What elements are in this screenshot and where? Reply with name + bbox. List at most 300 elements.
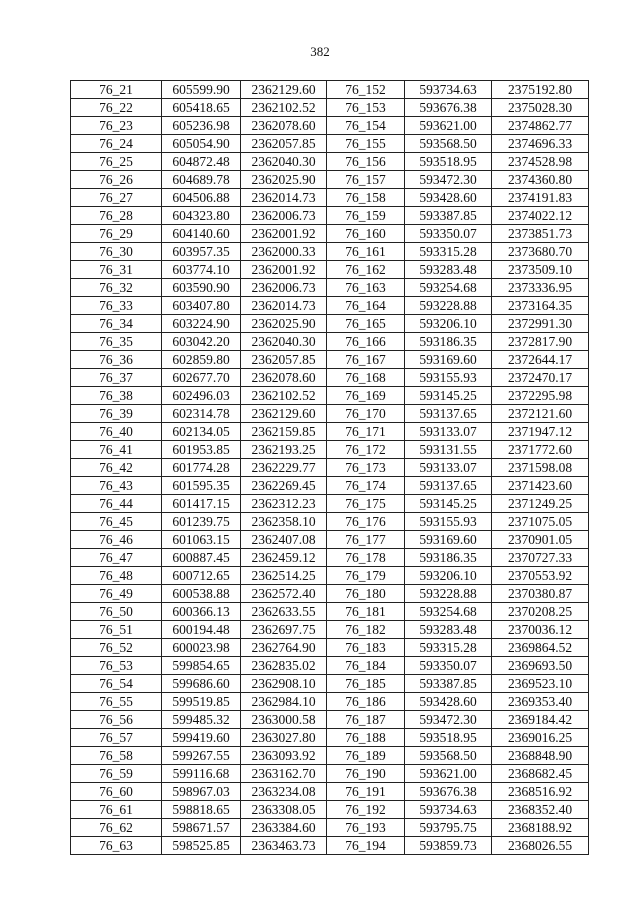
y-right-cell: 2375192.80: [492, 81, 589, 99]
table-row: [71, 207, 589, 225]
point-id-right-cell: 76_168: [327, 369, 405, 387]
y-right-cell: 2369523.10: [492, 675, 589, 693]
y-right-cell: 2374862.77: [492, 117, 589, 135]
table-row: [71, 405, 589, 423]
point-id-right-cell: 76_175: [327, 495, 405, 513]
point-id-right-cell: 76_163: [327, 279, 405, 297]
point-id-left-cell: 76_56: [71, 711, 162, 729]
y-right-cell: 2368352.40: [492, 801, 589, 819]
x-left-cell: 604323.80: [162, 207, 241, 225]
point-id-left-cell: 76_25: [71, 153, 162, 171]
point-id-right-cell: 76_190: [327, 765, 405, 783]
y-right-cell: 2371772.60: [492, 441, 589, 459]
y-right-cell: 2373680.70: [492, 243, 589, 261]
y-left-cell: 2362057.85: [241, 351, 327, 369]
y-left-cell: 2362572.40: [241, 585, 327, 603]
y-right-cell: 2370208.25: [492, 603, 589, 621]
table-row: [71, 513, 589, 531]
x-right-cell: 593228.88: [405, 297, 492, 315]
y-left-cell: 2363093.92: [241, 747, 327, 765]
x-right-cell: 593169.60: [405, 351, 492, 369]
point-id-right-cell: 76_187: [327, 711, 405, 729]
x-left-cell: 600712.65: [162, 567, 241, 585]
x-right-cell: 593387.85: [405, 675, 492, 693]
point-id-left-cell: 76_38: [71, 387, 162, 405]
y-right-cell: 2368188.92: [492, 819, 589, 837]
x-left-cell: 604689.78: [162, 171, 241, 189]
y-left-cell: 2362025.90: [241, 171, 327, 189]
x-right-cell: 593186.35: [405, 333, 492, 351]
table-row: [71, 549, 589, 567]
table-row: [71, 279, 589, 297]
x-right-cell: 593137.65: [405, 477, 492, 495]
table-row: [71, 423, 589, 441]
y-left-cell: 2362514.25: [241, 567, 327, 585]
y-left-cell: 2362001.92: [241, 261, 327, 279]
table-row: [71, 387, 589, 405]
point-id-left-cell: 76_52: [71, 639, 162, 657]
table-row: [71, 819, 589, 837]
y-right-cell: 2373509.10: [492, 261, 589, 279]
y-left-cell: 2362129.60: [241, 81, 327, 99]
point-id-right-cell: 76_188: [327, 729, 405, 747]
point-id-left-cell: 76_34: [71, 315, 162, 333]
point-id-right-cell: 76_165: [327, 315, 405, 333]
table-row: [71, 477, 589, 495]
x-right-cell: 593518.95: [405, 729, 492, 747]
x-right-cell: 593133.07: [405, 423, 492, 441]
y-right-cell: 2374022.12: [492, 207, 589, 225]
point-id-right-cell: 76_167: [327, 351, 405, 369]
y-left-cell: 2362908.10: [241, 675, 327, 693]
y-left-cell: 2363234.08: [241, 783, 327, 801]
y-left-cell: 2363162.70: [241, 765, 327, 783]
point-id-right-cell: 76_193: [327, 819, 405, 837]
y-right-cell: 2372470.17: [492, 369, 589, 387]
x-right-cell: 593795.75: [405, 819, 492, 837]
y-right-cell: 2370553.92: [492, 567, 589, 585]
point-id-right-cell: 76_189: [327, 747, 405, 765]
x-left-cell: 598671.57: [162, 819, 241, 837]
coordinate-table: [70, 80, 589, 855]
point-id-right-cell: 76_194: [327, 837, 405, 855]
x-right-cell: 593734.63: [405, 81, 492, 99]
y-left-cell: 2362014.73: [241, 189, 327, 207]
y-right-cell: 2371947.12: [492, 423, 589, 441]
x-left-cell: 603407.80: [162, 297, 241, 315]
point-id-left-cell: 76_50: [71, 603, 162, 621]
point-id-left-cell: 76_26: [71, 171, 162, 189]
x-right-cell: 593228.88: [405, 585, 492, 603]
y-left-cell: 2362159.85: [241, 423, 327, 441]
y-left-cell: 2363000.58: [241, 711, 327, 729]
table-row: [71, 711, 589, 729]
x-right-cell: 593676.38: [405, 99, 492, 117]
point-id-left-cell: 76_44: [71, 495, 162, 513]
y-right-cell: 2372644.17: [492, 351, 589, 369]
x-right-cell: 593155.93: [405, 369, 492, 387]
point-id-right-cell: 76_174: [327, 477, 405, 495]
x-right-cell: 593472.30: [405, 171, 492, 189]
page-number: 382: [310, 44, 330, 59]
table-row: [71, 495, 589, 513]
table-row: [71, 837, 589, 855]
table-row: [71, 765, 589, 783]
y-left-cell: 2362229.77: [241, 459, 327, 477]
table-row: [71, 171, 589, 189]
x-left-cell: 603224.90: [162, 315, 241, 333]
y-right-cell: 2373336.95: [492, 279, 589, 297]
x-left-cell: 604506.88: [162, 189, 241, 207]
x-left-cell: 605054.90: [162, 135, 241, 153]
y-left-cell: 2363027.80: [241, 729, 327, 747]
table-row: [71, 297, 589, 315]
x-left-cell: 601774.28: [162, 459, 241, 477]
x-right-cell: 593283.48: [405, 621, 492, 639]
x-left-cell: 605599.90: [162, 81, 241, 99]
table-row: [71, 801, 589, 819]
table-row: [71, 783, 589, 801]
table-row: [71, 747, 589, 765]
x-left-cell: 599419.60: [162, 729, 241, 747]
point-id-left-cell: 76_28: [71, 207, 162, 225]
point-id-right-cell: 76_177: [327, 531, 405, 549]
point-id-right-cell: 76_166: [327, 333, 405, 351]
table-row: [71, 81, 589, 99]
y-left-cell: 2362078.60: [241, 369, 327, 387]
y-left-cell: 2362040.30: [241, 333, 327, 351]
point-id-left-cell: 76_21: [71, 81, 162, 99]
point-id-right-cell: 76_171: [327, 423, 405, 441]
y-left-cell: 2362764.90: [241, 639, 327, 657]
x-left-cell: 602496.03: [162, 387, 241, 405]
y-right-cell: 2369693.50: [492, 657, 589, 675]
point-id-right-cell: 76_169: [327, 387, 405, 405]
point-id-left-cell: 76_46: [71, 531, 162, 549]
x-left-cell: 602859.80: [162, 351, 241, 369]
x-right-cell: 593315.28: [405, 243, 492, 261]
x-left-cell: 599519.85: [162, 693, 241, 711]
point-id-left-cell: 76_42: [71, 459, 162, 477]
point-id-right-cell: 76_158: [327, 189, 405, 207]
x-left-cell: 603774.10: [162, 261, 241, 279]
x-left-cell: 602314.78: [162, 405, 241, 423]
point-id-right-cell: 76_173: [327, 459, 405, 477]
y-left-cell: 2363463.73: [241, 837, 327, 855]
point-id-left-cell: 76_59: [71, 765, 162, 783]
point-id-right-cell: 76_161: [327, 243, 405, 261]
point-id-left-cell: 76_62: [71, 819, 162, 837]
point-id-left-cell: 76_41: [71, 441, 162, 459]
x-right-cell: 593137.65: [405, 405, 492, 423]
x-left-cell: 605236.98: [162, 117, 241, 135]
x-left-cell: 600366.13: [162, 603, 241, 621]
x-right-cell: 593621.00: [405, 765, 492, 783]
x-right-cell: 593145.25: [405, 387, 492, 405]
table-row: [71, 315, 589, 333]
y-right-cell: 2375028.30: [492, 99, 589, 117]
table-row: [71, 135, 589, 153]
point-id-right-cell: 76_160: [327, 225, 405, 243]
point-id-right-cell: 76_172: [327, 441, 405, 459]
y-left-cell: 2362697.75: [241, 621, 327, 639]
point-id-left-cell: 76_33: [71, 297, 162, 315]
table-row: [71, 603, 589, 621]
y-right-cell: 2369864.52: [492, 639, 589, 657]
x-left-cell: 601063.15: [162, 531, 241, 549]
point-id-left-cell: 76_45: [71, 513, 162, 531]
table-row: [71, 675, 589, 693]
table-row: [71, 729, 589, 747]
table-row: [71, 585, 589, 603]
x-left-cell: 605418.65: [162, 99, 241, 117]
point-id-left-cell: 76_54: [71, 675, 162, 693]
point-id-left-cell: 76_57: [71, 729, 162, 747]
table-row: [71, 657, 589, 675]
x-right-cell: 593206.10: [405, 315, 492, 333]
x-right-cell: 593254.68: [405, 603, 492, 621]
x-right-cell: 593206.10: [405, 567, 492, 585]
x-right-cell: 593283.48: [405, 261, 492, 279]
y-right-cell: 2368516.92: [492, 783, 589, 801]
point-id-left-cell: 76_24: [71, 135, 162, 153]
point-id-left-cell: 76_31: [71, 261, 162, 279]
y-right-cell: 2373164.35: [492, 297, 589, 315]
point-id-right-cell: 76_164: [327, 297, 405, 315]
x-right-cell: 593131.55: [405, 441, 492, 459]
point-id-right-cell: 76_155: [327, 135, 405, 153]
y-left-cell: 2362193.25: [241, 441, 327, 459]
point-id-right-cell: 76_178: [327, 549, 405, 567]
x-right-cell: 593315.28: [405, 639, 492, 657]
table-row: [71, 567, 589, 585]
x-right-cell: 593350.07: [405, 657, 492, 675]
x-right-cell: 593518.95: [405, 153, 492, 171]
point-id-right-cell: 76_192: [327, 801, 405, 819]
x-left-cell: 600887.45: [162, 549, 241, 567]
x-left-cell: 600538.88: [162, 585, 241, 603]
table-row: [71, 351, 589, 369]
point-id-left-cell: 76_37: [71, 369, 162, 387]
y-right-cell: 2370901.05: [492, 531, 589, 549]
x-left-cell: 599485.32: [162, 711, 241, 729]
point-id-right-cell: 76_159: [327, 207, 405, 225]
y-right-cell: 2370380.87: [492, 585, 589, 603]
y-right-cell: 2368026.55: [492, 837, 589, 855]
x-left-cell: 603590.90: [162, 279, 241, 297]
x-left-cell: 599116.68: [162, 765, 241, 783]
table-row: [71, 117, 589, 135]
x-right-cell: 593734.63: [405, 801, 492, 819]
y-right-cell: 2369353.40: [492, 693, 589, 711]
x-right-cell: 593133.07: [405, 459, 492, 477]
y-left-cell: 2362078.60: [241, 117, 327, 135]
point-id-left-cell: 76_35: [71, 333, 162, 351]
point-id-left-cell: 76_53: [71, 657, 162, 675]
point-id-right-cell: 76_183: [327, 639, 405, 657]
y-left-cell: 2362269.45: [241, 477, 327, 495]
point-id-right-cell: 76_162: [327, 261, 405, 279]
point-id-right-cell: 76_184: [327, 657, 405, 675]
point-id-right-cell: 76_185: [327, 675, 405, 693]
y-left-cell: 2362358.10: [241, 513, 327, 531]
point-id-left-cell: 76_27: [71, 189, 162, 207]
y-left-cell: 2362006.73: [241, 279, 327, 297]
y-left-cell: 2362057.85: [241, 135, 327, 153]
point-id-right-cell: 76_186: [327, 693, 405, 711]
x-left-cell: 601417.15: [162, 495, 241, 513]
point-id-left-cell: 76_29: [71, 225, 162, 243]
y-right-cell: 2368682.45: [492, 765, 589, 783]
point-id-left-cell: 76_60: [71, 783, 162, 801]
x-right-cell: 593145.25: [405, 495, 492, 513]
y-right-cell: 2370036.12: [492, 621, 589, 639]
y-right-cell: 2372991.30: [492, 315, 589, 333]
point-id-right-cell: 76_182: [327, 621, 405, 639]
table-row: [71, 261, 589, 279]
x-right-cell: 593676.38: [405, 783, 492, 801]
y-left-cell: 2362000.33: [241, 243, 327, 261]
x-right-cell: 593859.73: [405, 837, 492, 855]
point-id-right-cell: 76_179: [327, 567, 405, 585]
y-left-cell: 2362006.73: [241, 207, 327, 225]
y-left-cell: 2362102.52: [241, 99, 327, 117]
table-row: [71, 225, 589, 243]
point-id-left-cell: 76_47: [71, 549, 162, 567]
y-left-cell: 2362633.55: [241, 603, 327, 621]
x-left-cell: 602134.05: [162, 423, 241, 441]
point-id-left-cell: 76_48: [71, 567, 162, 585]
x-right-cell: 593254.68: [405, 279, 492, 297]
y-right-cell: 2372295.98: [492, 387, 589, 405]
y-left-cell: 2362459.12: [241, 549, 327, 567]
point-id-left-cell: 76_43: [71, 477, 162, 495]
point-id-right-cell: 76_156: [327, 153, 405, 171]
point-id-right-cell: 76_181: [327, 603, 405, 621]
x-right-cell: 593621.00: [405, 117, 492, 135]
x-left-cell: 601953.85: [162, 441, 241, 459]
table-row: [71, 153, 589, 171]
x-left-cell: 603042.20: [162, 333, 241, 351]
point-id-left-cell: 76_58: [71, 747, 162, 765]
y-left-cell: 2363308.05: [241, 801, 327, 819]
y-left-cell: 2362407.08: [241, 531, 327, 549]
table-row: [71, 333, 589, 351]
x-left-cell: 604872.48: [162, 153, 241, 171]
point-id-right-cell: 76_154: [327, 117, 405, 135]
point-id-left-cell: 76_49: [71, 585, 162, 603]
x-right-cell: 593428.60: [405, 693, 492, 711]
point-id-right-cell: 76_170: [327, 405, 405, 423]
y-left-cell: 2362102.52: [241, 387, 327, 405]
y-right-cell: 2370727.33: [492, 549, 589, 567]
x-right-cell: 593350.07: [405, 225, 492, 243]
y-right-cell: 2368848.90: [492, 747, 589, 765]
y-left-cell: 2362129.60: [241, 405, 327, 423]
x-right-cell: 593472.30: [405, 711, 492, 729]
x-left-cell: 599686.60: [162, 675, 241, 693]
y-left-cell: 2362984.10: [241, 693, 327, 711]
y-left-cell: 2362835.02: [241, 657, 327, 675]
table-row: [71, 99, 589, 117]
y-right-cell: 2369016.25: [492, 729, 589, 747]
x-left-cell: 599267.55: [162, 747, 241, 765]
x-right-cell: 593186.35: [405, 549, 492, 567]
point-id-right-cell: 76_176: [327, 513, 405, 531]
point-id-left-cell: 76_63: [71, 837, 162, 855]
point-id-right-cell: 76_157: [327, 171, 405, 189]
x-right-cell: 593169.60: [405, 531, 492, 549]
table-row: [71, 621, 589, 639]
y-right-cell: 2369184.42: [492, 711, 589, 729]
x-left-cell: 601595.35: [162, 477, 241, 495]
x-left-cell: 601239.75: [162, 513, 241, 531]
x-right-cell: 593387.85: [405, 207, 492, 225]
point-id-left-cell: 76_55: [71, 693, 162, 711]
y-left-cell: 2362025.90: [241, 315, 327, 333]
point-id-left-cell: 76_23: [71, 117, 162, 135]
point-id-left-cell: 76_32: [71, 279, 162, 297]
coordinate-table-body: [71, 81, 589, 855]
y-right-cell: 2372817.90: [492, 333, 589, 351]
y-right-cell: 2374696.33: [492, 135, 589, 153]
x-right-cell: 593428.60: [405, 189, 492, 207]
x-left-cell: 602677.70: [162, 369, 241, 387]
point-id-right-cell: 76_180: [327, 585, 405, 603]
point-id-left-cell: 76_39: [71, 405, 162, 423]
y-left-cell: 2362040.30: [241, 153, 327, 171]
x-right-cell: 593568.50: [405, 135, 492, 153]
y-left-cell: 2363384.60: [241, 819, 327, 837]
x-left-cell: 598525.85: [162, 837, 241, 855]
table-row: [71, 441, 589, 459]
x-right-cell: 593568.50: [405, 747, 492, 765]
y-left-cell: 2362001.92: [241, 225, 327, 243]
point-id-right-cell: 76_191: [327, 783, 405, 801]
point-id-right-cell: 76_152: [327, 81, 405, 99]
x-left-cell: 600194.48: [162, 621, 241, 639]
y-right-cell: 2371598.08: [492, 459, 589, 477]
y-right-cell: 2374528.98: [492, 153, 589, 171]
table-row: [71, 531, 589, 549]
y-right-cell: 2374191.83: [492, 189, 589, 207]
table-row: [71, 459, 589, 477]
point-id-left-cell: 76_61: [71, 801, 162, 819]
point-id-left-cell: 76_22: [71, 99, 162, 117]
table-row: [71, 639, 589, 657]
y-right-cell: 2371075.05: [492, 513, 589, 531]
point-id-left-cell: 76_51: [71, 621, 162, 639]
table-row: [71, 189, 589, 207]
table-row: [71, 369, 589, 387]
y-left-cell: 2362014.73: [241, 297, 327, 315]
point-id-left-cell: 76_36: [71, 351, 162, 369]
x-left-cell: 600023.98: [162, 639, 241, 657]
y-right-cell: 2374360.80: [492, 171, 589, 189]
y-right-cell: 2372121.60: [492, 405, 589, 423]
point-id-left-cell: 76_30: [71, 243, 162, 261]
table-row: [71, 243, 589, 261]
table-row: [71, 693, 589, 711]
y-right-cell: 2371423.60: [492, 477, 589, 495]
x-left-cell: 598967.03: [162, 783, 241, 801]
x-left-cell: 604140.60: [162, 225, 241, 243]
y-left-cell: 2362312.23: [241, 495, 327, 513]
y-right-cell: 2371249.25: [492, 495, 589, 513]
x-left-cell: 598818.65: [162, 801, 241, 819]
point-id-right-cell: 76_153: [327, 99, 405, 117]
point-id-left-cell: 76_40: [71, 423, 162, 441]
